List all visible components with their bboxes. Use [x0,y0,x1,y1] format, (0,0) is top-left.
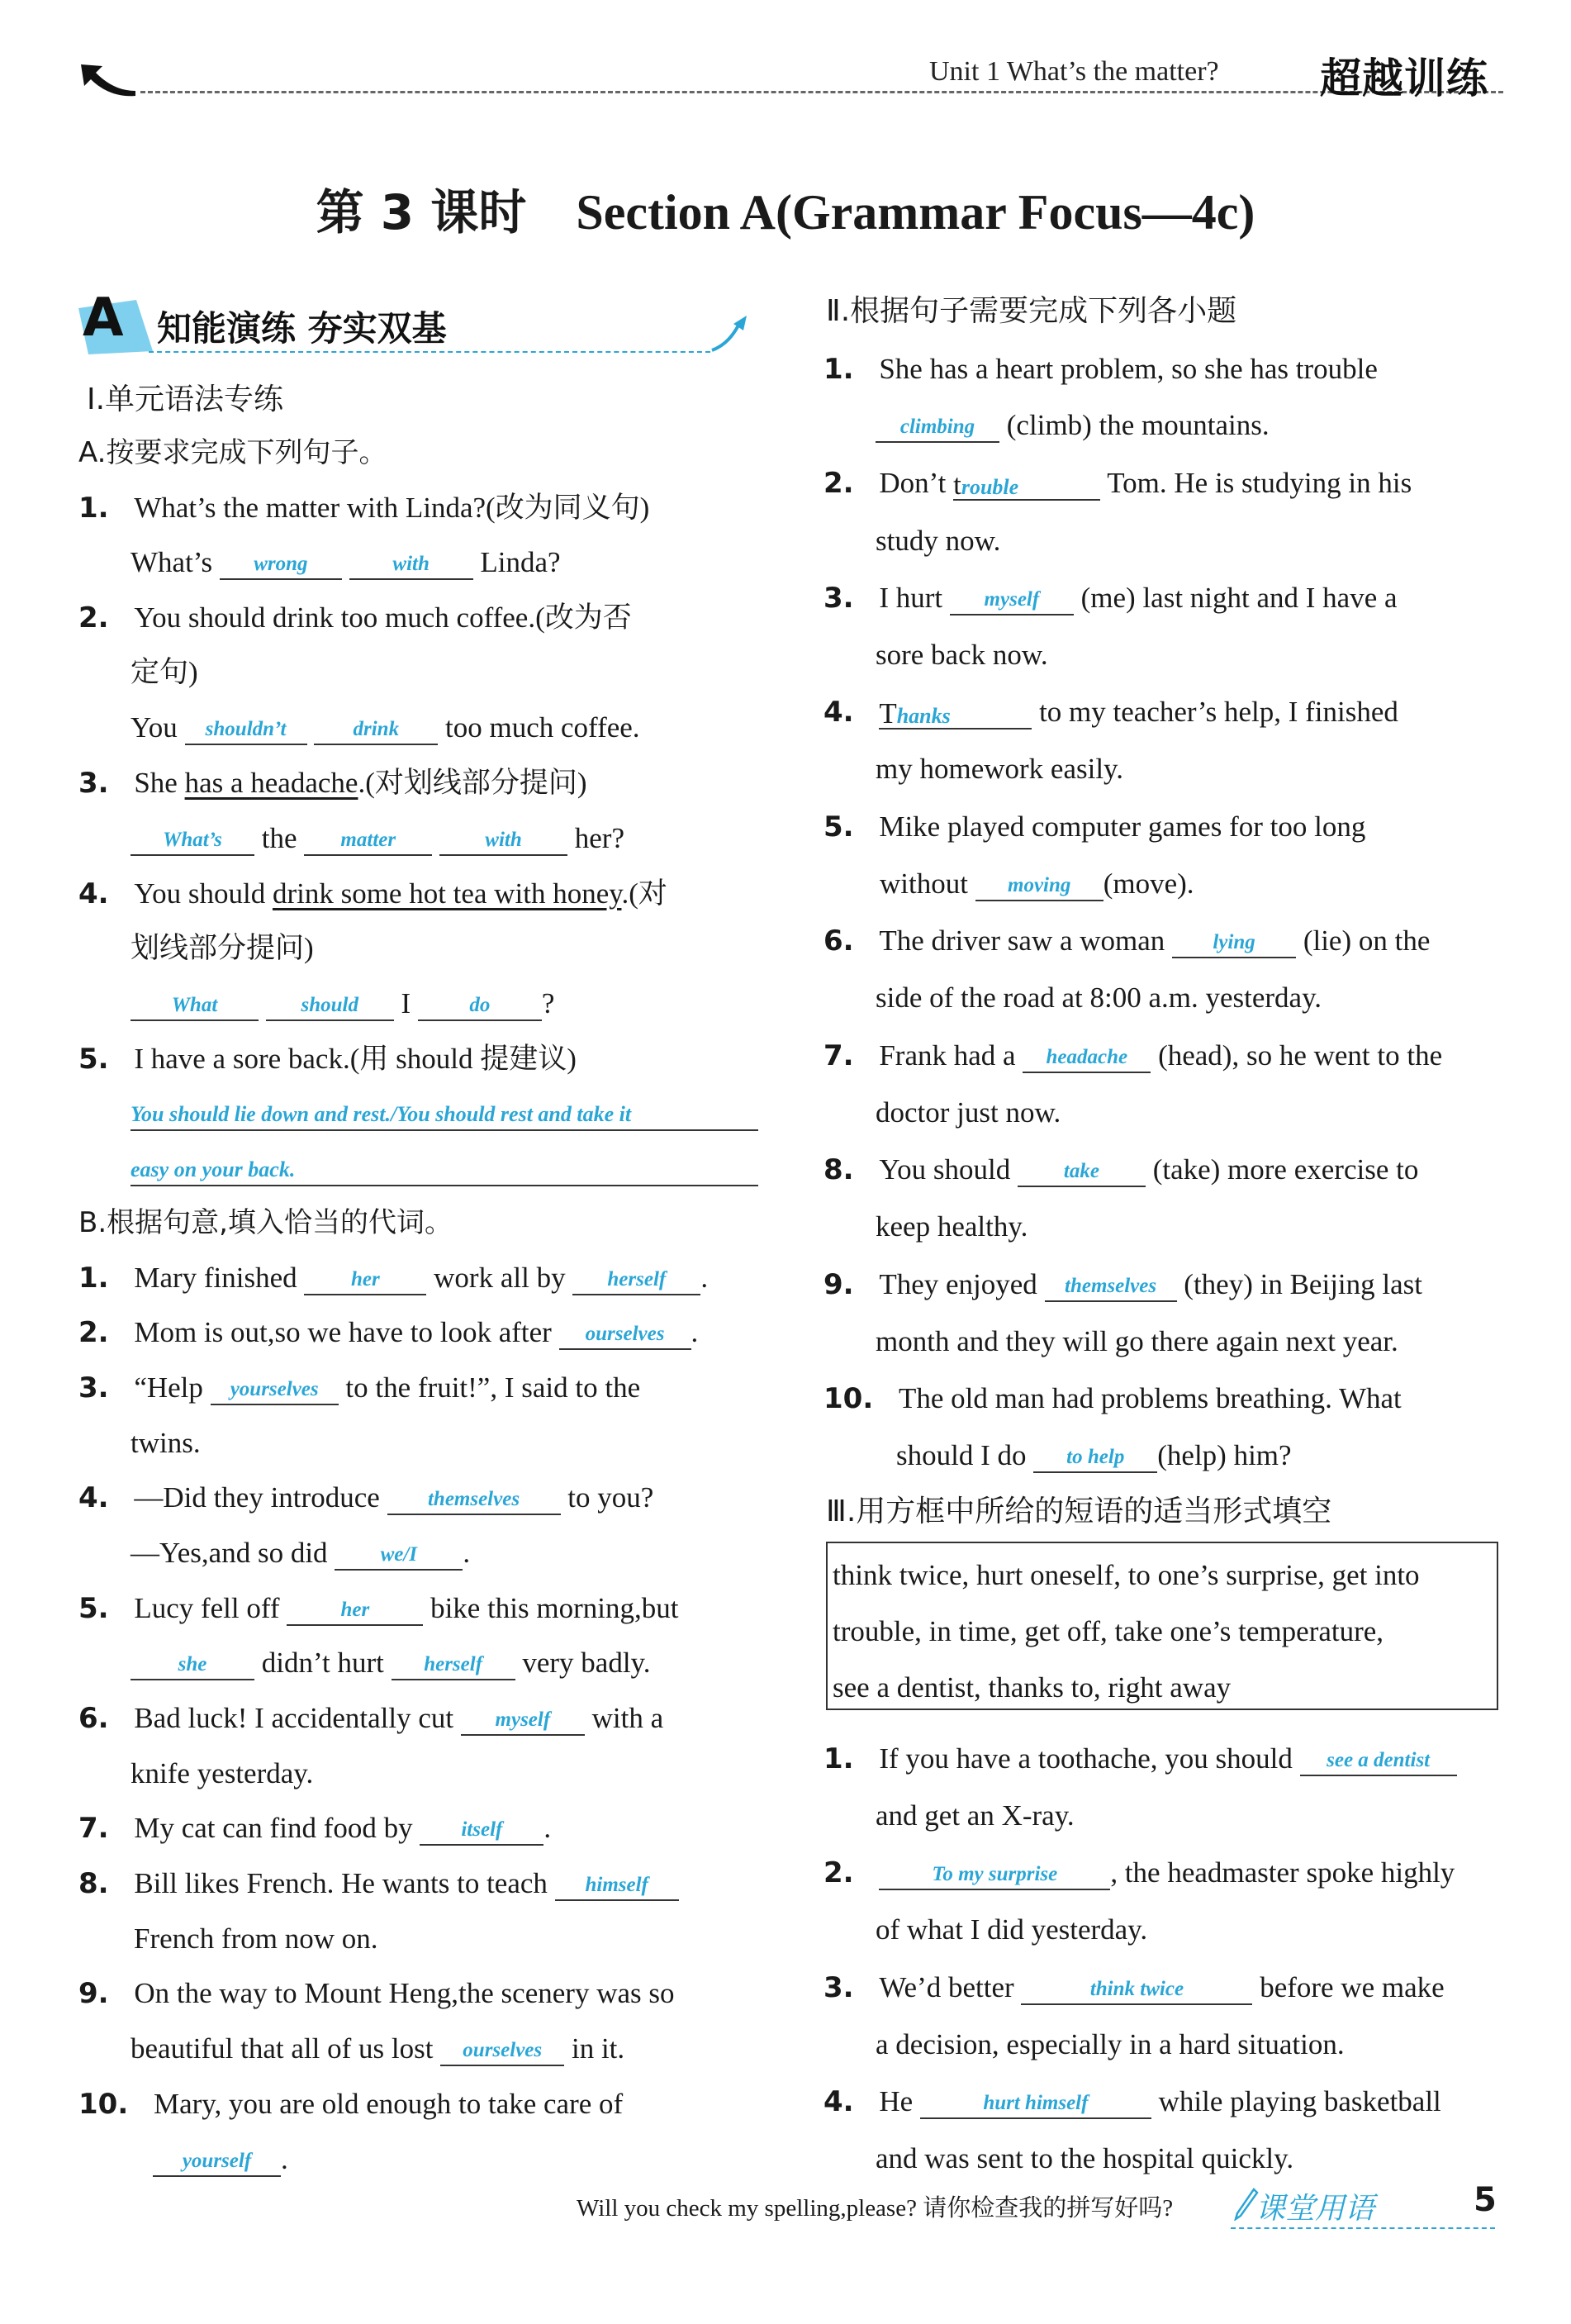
answer-blank[interactable]: think twice [1021,1970,1252,2005]
underlined-phrase: has a headache [184,767,358,799]
question-text: 划线部分提问) [131,932,314,964]
q-a2-answer [131,711,640,745]
answer-blank[interactable]: to help [1033,1438,1157,1473]
back-arrow-icon [73,58,139,99]
question-text: knife yesterday. [131,1757,314,1789]
q-ii8 [823,1152,1418,1187]
answer-blank[interactable]: themselves [387,1480,561,1515]
q-ii10 [823,1381,1402,1416]
question-text: . [281,2143,288,2175]
question-text: while playing basketball [1158,2085,1441,2117]
q-number: 10. [78,2088,129,2121]
answer-blank[interactable]: ourselves [440,2032,564,2066]
answer-blank[interactable]: take [1018,1152,1146,1187]
question-text: You should [879,1153,1011,1186]
question-text: too much coffee. [445,711,640,744]
answer-blank[interactable]: her [304,1261,426,1295]
answer-blank[interactable]: her [287,1591,423,1626]
answer-blank[interactable]: climbing [876,408,999,443]
question-text: Don’t [879,467,947,499]
q-ii6 [823,924,1430,958]
question-text: without [880,867,968,900]
q-number: 3. [78,1371,109,1404]
answer-blank[interactable]: ourselves [559,1315,691,1350]
question-text: We’d better [879,1971,1014,2003]
question-text: to my teacher’s help, I finished [1039,696,1398,728]
answer-blank[interactable]: shouldn’t [185,711,307,745]
answer-blank[interactable]: wrong [220,545,342,580]
q-b1 [78,1261,708,1295]
answer-blank[interactable]: drink [314,711,438,745]
page-number: 5 [1474,2181,1497,2219]
question-text: doctor just now. [876,1096,1061,1129]
underlined-phrase: drink some hot tea with honey [272,877,622,910]
given-letter: T [879,697,897,730]
question-text: “Help [134,1371,203,1404]
question-text: (take) more exercise to [1152,1153,1419,1186]
q-a4 [78,877,667,911]
question-text: Tom. He is studying in his [1107,467,1412,499]
q-number: 5. [823,810,854,844]
phrase-box-line: trouble, in time, get off, take one’s temperature, [833,1615,1384,1647]
q-number: 4. [78,1481,109,1514]
answer-blank[interactable]: myself [461,1701,585,1736]
q-number: 3. [823,1971,854,2004]
question-text: She has a heart problem, so she has trouble [879,353,1378,385]
q-ii5 [823,810,1365,844]
question-text: Mike played computer games for too long [879,810,1366,843]
q-b4 [78,1480,653,1515]
q-a3-answer [131,821,624,856]
question-text: with a [591,1702,664,1734]
part1-heading: Ⅰ.单元语法专练 [87,383,284,416]
answer-blank[interactable] [953,466,1100,501]
page-title [0,173,1571,243]
q-b5 [78,1591,678,1626]
question-text: before we make [1260,1971,1445,2003]
question-text: You [131,711,178,744]
banner-underline [149,351,710,353]
answer-blank[interactable]: we/I [335,1536,463,1571]
q-a4-answer [131,986,554,1021]
q-number: 3. [78,767,109,800]
q-number: 8. [823,1153,854,1186]
q-number: 2. [823,1856,854,1889]
q-number: 1. [78,1262,109,1295]
q-number: 4. [78,877,109,910]
q-ii5-line2 [880,867,1194,901]
q-number: 7. [823,1039,854,1072]
q-a1 [78,491,649,525]
q-number: 10. [823,1382,874,1415]
answer-blank[interactable]: headache [1023,1038,1151,1073]
phrase-box-line: think twice, hurt oneself, to one’s surprise, get into [833,1559,1420,1591]
question-text: (me) last night and I have a [1080,582,1398,614]
question-text: (help) him? [1157,1439,1292,1471]
answer-blank[interactable]: lying [1172,924,1296,958]
question-text: I have a sore back.(用 should 提建议) [134,1043,577,1075]
question-text: Lucy fell off [134,1592,280,1624]
question-text: 定句) [131,656,198,688]
q-number: 6. [823,924,854,958]
question-text: her? [574,822,624,854]
answer-line[interactable] [131,1095,758,1131]
question-text: sore back now. [876,639,1048,671]
question-text: Bill likes French. He wants to teach [134,1867,548,1899]
footer-phrase: Will you check my spelling,please? 请你检查我的拼写好吗? [577,2195,1174,2222]
q-b5-line2 [131,1646,651,1680]
answer-blank[interactable]: themselves [1045,1267,1177,1302]
q-number: 1. [78,492,109,525]
answer-blank[interactable]: herself [572,1261,700,1295]
question-text: beautiful that all of us lost [131,2032,434,2065]
q-ii2 [823,466,1412,501]
answer-blank[interactable]: yourself [153,2142,281,2177]
q-b10-line2 [153,2142,288,2177]
question-text: bike this morning,but [430,1592,679,1624]
question-text: (climb) the mountains. [1006,409,1270,441]
question-text: a decision, especially in a hard situation. [876,2028,1345,2060]
q-b8 [78,1866,679,1901]
question-text: .(对划线部分提问) [358,767,587,799]
question-text: What’s the matter with Linda?(改为同义句) [134,492,650,524]
question-text: The old man had problems breathing. What [898,1382,1402,1414]
q-ii3 [823,581,1398,615]
q-b6 [78,1701,663,1736]
answer-text: hanks [896,704,951,728]
question-text: side of the road at 8:00 a.m. yesterday. [876,981,1322,1014]
q-b10 [78,2087,623,2122]
question-text: Linda? [480,546,561,578]
brand-title: 超越训练 [1320,55,1488,102]
q-ii1 [823,352,1378,387]
phrase-box-line: see a dentist, thanks to, right away [833,1671,1232,1704]
answer-blank[interactable]: What [131,986,259,1021]
lesson-number: 第 3 课时 [316,184,527,240]
part3-heading: Ⅲ.用方框中所给的短语的适当形式填空 [826,1495,1332,1528]
q-number: 2. [78,1316,109,1349]
q-number: 3. [823,582,854,615]
q-iii2 [823,1856,1455,1890]
question-text: . [691,1316,699,1348]
header-divider [140,91,1503,93]
q-a1-answer [131,545,561,580]
question-text: I [401,987,411,1019]
question-text: . [700,1262,709,1294]
question-text: and get an X-ray. [876,1799,1075,1832]
answer-blank[interactable]: matter [304,821,432,856]
question-text: study now. [876,525,1001,557]
question-text: You should [134,877,273,910]
question-text: (lie) on the [1303,924,1431,957]
q-b7 [78,1811,551,1846]
q-number: 5. [78,1592,109,1625]
question-text: .(对 [621,877,667,910]
question-text: —Did they introduce [134,1481,380,1514]
q-iii3 [823,1970,1445,2005]
q-a2 [78,601,632,635]
q-number: 1. [823,1742,854,1775]
q-number: 8. [78,1867,109,1900]
question-text: They enjoyed [879,1268,1037,1300]
question-text: . [543,1812,552,1844]
q-ii4 [823,695,1398,730]
answer-blank[interactable]: hurt himself [920,2084,1151,2119]
section-letter: A [83,288,124,349]
question-text: very badly. [522,1647,651,1679]
question-text: . [463,1537,471,1569]
question-text: my homework easily. [876,753,1124,785]
q-number: 9. [78,1977,109,2010]
question-text: in it. [571,2032,625,2065]
q-ii9 [823,1267,1422,1302]
q-number: 4. [823,2085,854,2118]
question-text: My cat can find food by [134,1812,413,1844]
answer-blank[interactable]: herself [392,1646,515,1680]
question-text: to the fruit!”, I said to the [345,1371,641,1404]
section-title: 知能演练 夯实双基 [157,308,447,349]
question-text: ? [541,987,555,1019]
q-b9 [78,1976,675,2011]
q-number: 7. [78,1812,109,1845]
question-text: The driver saw a woman [879,924,1165,957]
question-text: the [261,822,297,854]
footer-divider [1231,2227,1495,2229]
answer-text: You should lie down and rest./You should rest and take it [131,1102,632,1126]
answer-blank[interactable]: What’s [131,821,254,856]
question-text: should I do [896,1439,1027,1471]
q-number: 9. [823,1268,854,1301]
question-text: of what I did yesterday. [876,1913,1148,1946]
question-text: month and they will go there again next year. [876,1325,1398,1357]
answer-blank[interactable]: with [439,821,567,856]
answer-blank[interactable]: itself [420,1811,543,1846]
question-text: Bad luck! I accidentally cut [134,1702,454,1734]
q-number: 4. [823,696,854,729]
q-b2 [78,1315,698,1350]
q-ii7 [823,1038,1442,1073]
q-ii10-line2 [896,1438,1292,1473]
question-text: She [134,767,185,799]
question-text: and was sent to the hospital quickly. [876,2142,1294,2174]
answer-blank[interactable]: she [131,1646,254,1680]
question-text: French from now on. [134,1922,378,1955]
answer-blank[interactable]: To my surprise [879,1856,1110,1890]
question-text: Mary finished [134,1262,297,1294]
part1-subB: B.根据句意,填入恰当的代词。 [78,1206,453,1239]
q-iii4 [823,2084,1441,2119]
question-text: On the way to Mount Heng,the scenery was so [134,1977,675,2009]
answer-blank[interactable]: with [349,545,473,580]
q-a3 [78,766,587,801]
banner-arrow-icon [709,312,750,354]
part1-subA: A.按要求完成下列句子。 [78,436,387,469]
answer-blank[interactable]: do [418,986,542,1021]
answer-blank[interactable]: moving [975,867,1103,901]
question-text: keep healthy. [876,1210,1028,1243]
answer-text: rouble [961,475,1019,499]
question-text: Mom is out,so we have to look after [134,1316,552,1348]
question-text: What’s [131,546,213,578]
question-text: didn’t hurt [261,1647,384,1679]
question-text: I hurt [879,582,943,614]
q-number: 2. [78,601,109,634]
q-iii1 [823,1742,1457,1776]
q-number: 1. [823,353,854,386]
question-text: work all by [434,1262,566,1294]
question-text: You should drink too much coffee.(改为否 [134,601,632,634]
answer-blank[interactable]: see a dentist [1300,1742,1457,1776]
question-text: (head), so he went to the [1158,1039,1443,1072]
question-text: —Yes,and so did [131,1537,328,1569]
q-number: 6. [78,1702,109,1735]
question-text: , the headmaster spoke highly [1110,1856,1455,1889]
answer-blank[interactable]: himself [555,1866,679,1901]
q-ii1-line2 [876,408,1270,443]
q-b4-line2 [131,1536,470,1571]
question-text: If you have a toothache, you should [879,1742,1293,1775]
q-number: 5. [78,1043,109,1076]
answer-blank[interactable]: myself [950,581,1074,615]
q-number: 2. [823,467,854,500]
question-text: (move). [1103,867,1194,900]
answer-text: easy on your back. [131,1157,296,1181]
unit-title: Unit 1 What’s the matter? [929,56,1219,87]
answer-blank[interactable]: yourselves [211,1371,339,1405]
question-text: He [879,2085,914,2117]
question-text: to you? [567,1481,654,1514]
q-b3 [78,1371,640,1405]
footer-brand: 课堂用语 [1255,2192,1375,2226]
q-b9-line2 [131,2032,624,2066]
question-text: Mary, you are old enough to take care of [153,2088,624,2120]
q-a5 [78,1042,577,1076]
part2-heading: Ⅱ.根据句子需要完成下列各小题 [826,294,1237,328]
answer-line[interactable] [131,1150,758,1186]
question-text: twins. [131,1427,201,1459]
answer-blank[interactable] [879,695,1032,730]
given-letter: t [953,468,961,501]
answer-blank[interactable]: should [266,986,394,1021]
question-text: (they) in Beijing last [1184,1268,1422,1300]
lesson-section: Section A(Grammar Focus—4c) [576,185,1255,240]
question-text: Frank had a [879,1039,1016,1072]
